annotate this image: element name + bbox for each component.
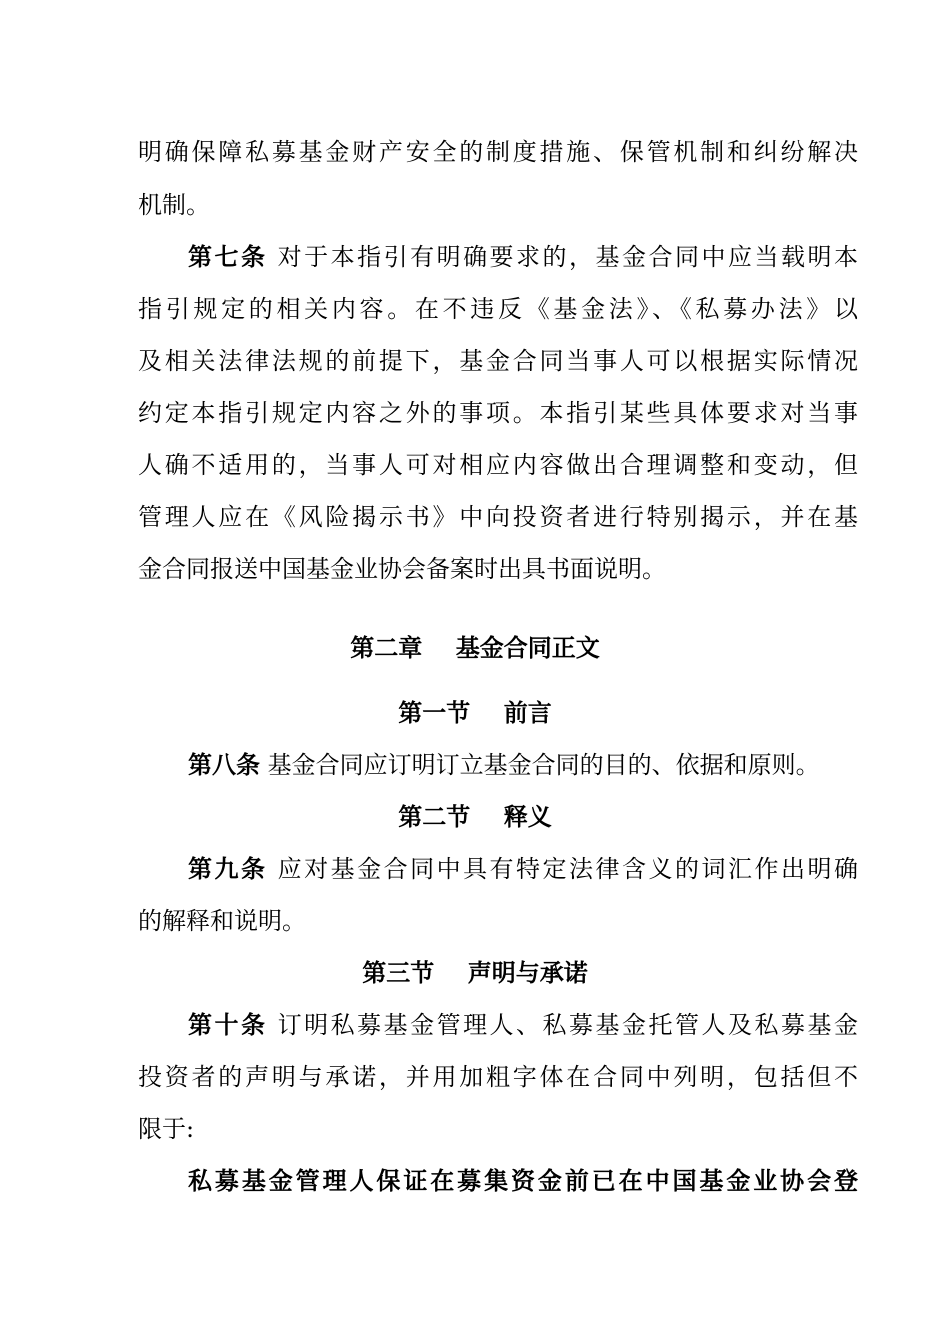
article9-line-1 [188, 853, 858, 885]
article7-line-7: 金合同报送中国基金业协会备案时出具书面说明。 [138, 555, 666, 583]
article10-line-2: 投资者的声明与承诺，并用加粗字体在合同中列明，包括但不 [138, 1063, 858, 1091]
article10-line-3: 限于: [138, 1115, 195, 1143]
article8-line [188, 749, 858, 781]
chapter-heading: 第二章 基金合同正文 [350, 634, 600, 662]
intro-line-2: 机制。 [138, 191, 210, 219]
article7-line-3: 及相关法律法规的前提下，基金合同当事人可以根据实际情况 [138, 347, 858, 375]
bold-clause-line-1: 私募基金管理人保证在募集资金前已在中国基金业协会登 [188, 1166, 858, 1195]
article8-label: 第八条 [188, 751, 260, 779]
article9-label: 第九条 [188, 855, 268, 883]
article10-label: 第十条 [188, 1011, 268, 1039]
article7-line-4: 约定本指引规定内容之外的事项。本指引某些具体要求对当事 [138, 399, 858, 427]
article10-text-1: 订明私募基金管理人、私募基金托管人及私募基金 [267, 1011, 858, 1039]
section1-heading: 第一节 前言 [398, 699, 552, 727]
article9-text-1: 应对基金合同中具有特定法律含义的词汇作出明确 [267, 855, 858, 883]
section2-heading: 第二节 释义 [398, 803, 552, 831]
article9-line-2: 的解释和说明。 [138, 907, 306, 935]
article10-line-1 [188, 1009, 858, 1041]
article7-line-2: 指引规定的相关内容。在不违反《基金法》、《私募办法》以 [138, 295, 858, 323]
article7-text-1: 对于本指引有明确要求的，基金合同中应当载明本 [267, 243, 858, 271]
section3-heading: 第三节 声明与承诺 [362, 959, 588, 987]
article7-line-1 [188, 241, 858, 273]
article7-line-5: 人确不适用的，当事人可对相应内容做出合理调整和变动，但 [138, 451, 858, 479]
article7-line-6: 管理人应在《风险揭示书》中向投资者进行特别揭示，并在基 [138, 503, 858, 531]
article8-text: 基金合同应订明订立基金合同的目的、依据和原则。 [260, 751, 820, 779]
article7-label: 第七条 [188, 243, 268, 271]
intro-line-1: 明确保障私募基金财产安全的制度措施、保管机制和纠纷解决 [138, 138, 858, 166]
